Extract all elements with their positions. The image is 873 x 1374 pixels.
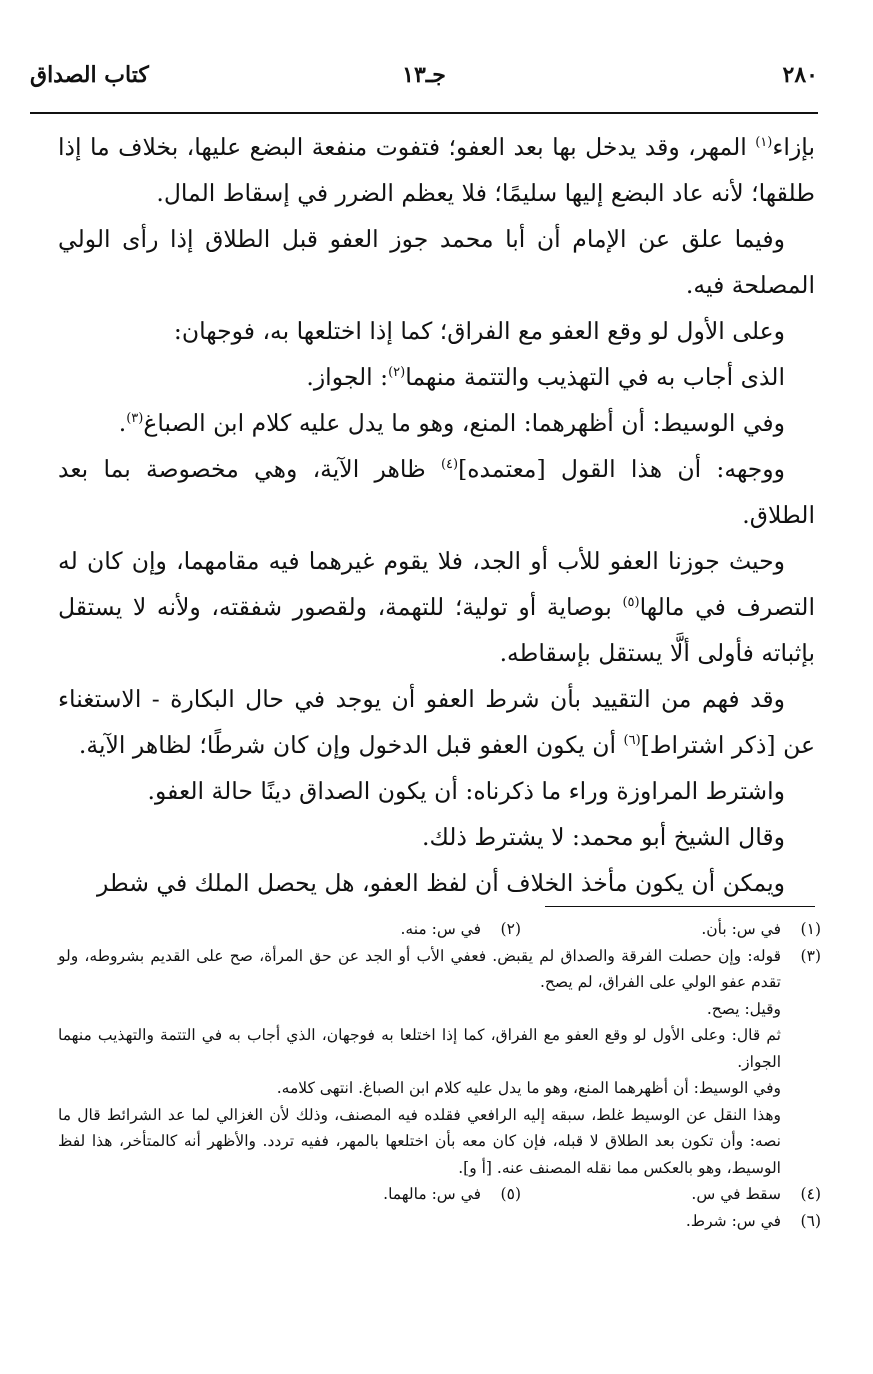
text-run: وقد فهم من التقييد بأن شرط العفو أن يوجد في حال البكارة - الاستغناء عن [ذكر اشتراط]	[58, 685, 815, 759]
footnote-text: سقط في س.	[691, 1185, 781, 1203]
paragraph: وفيما علق عن الإمام أن أبا محمد جوز العفو قبل الطلاق إذا رأى الولي المصلحة فيه.	[58, 225, 815, 299]
footnote-text: قوله: وإن حصلت الفرقة والصداق لم يقبض. فعفي الأب أو الجد عن حق المرأة، صح على القديم بشروطه، ولو تقدم عفو الولي على الفراق، لم يصح.	[58, 946, 781, 991]
paragraph	[58, 354, 815, 400]
footnote-ref: (٦)	[623, 733, 641, 749]
paragraph	[58, 676, 815, 768]
text-run: أن يكون العفو قبل الدخول وإن كان شرطًا؛ لظاهر الآية.	[78, 731, 624, 759]
footnote-6	[58, 1208, 821, 1235]
text-run: بإزاء	[772, 133, 815, 161]
footnote-5	[221, 1181, 521, 1208]
footnote-ref: (١)	[755, 135, 773, 151]
footnote-number: (٥)	[500, 1185, 521, 1203]
page-number: ٢٨٠	[782, 62, 818, 88]
footnote-separator	[545, 906, 815, 907]
paragraph	[58, 400, 815, 446]
footnote-text: في س: شرط.	[685, 1211, 781, 1230]
page-header	[30, 62, 818, 102]
footnote-3	[58, 943, 821, 996]
footnotes	[58, 916, 821, 1234]
footnote-2	[221, 916, 521, 943]
footnote-row	[58, 1181, 821, 1208]
paragraph: ويمكن أن يكون مأخذ الخلاف أن لفظ العفو، هل يحصل الملك في شطر	[96, 869, 785, 897]
footnote-3-line: وهذا النقل عن الوسيط غلط، سبقه إليه الرافعي فقلده فيه المصنف، وذلك لأن الغزالي لما عد الشرائط قال ما نصه: وأن تكون بعد الطلاق لا قبله، فإن كان معه بأن اختلعها بالمهر، ففيه تردد. والأظهر أنه كالمتأخر، هذا لفظ الوسيط، وهو بالعكس مما نقله المصنف عنه. [أ و].	[58, 1105, 781, 1177]
footnote-number: (٦)	[800, 1211, 821, 1230]
volume-label: جـ١٣	[402, 62, 446, 88]
footnote-4	[521, 1181, 821, 1208]
footnote-text: في س: بأن.	[701, 920, 781, 938]
footnote-number: (٣)	[800, 946, 821, 965]
text-run: بوصاية أو تولية؛ للتهمة، ولقصور شفقته، ولأنه لا يستقل بإثباته فأولى ألَّا يستقل بإسقاطه.	[58, 593, 815, 667]
header-rule	[30, 112, 818, 114]
footnote-3-line: وفي الوسيط: أن أظهرهما المنع، وهو ما يدل عليه كلام ابن الصباغ. انتهى كلامه.	[276, 1079, 781, 1097]
footnote-3-line: وقيل: يصح.	[706, 999, 781, 1018]
text-run: .	[118, 409, 127, 437]
text-run: وحيث جوزنا العفو للأب أو الجد، فلا يقوم غيرهما فيه مقامهما، وإن كان له التصرف في مالها	[58, 547, 815, 621]
footnote-number: (٢)	[500, 920, 521, 938]
paragraph: وقال الشيخ أبو محمد: لا يشترط ذلك.	[422, 823, 785, 851]
text-run: الذى أجاب به في التهذيب والتتمة منهما	[405, 363, 785, 391]
footnote-1	[521, 916, 821, 943]
text-run: وفي الوسيط: أن أظهرهما: المنع، وهو ما يدل عليه كلام ابن الصباغ	[143, 409, 785, 437]
footnote-ref: (٢)	[388, 365, 406, 381]
book-title: كتاب الصداق	[30, 62, 149, 88]
paragraph: واشترط المراوزة وراء ما ذكرناه: أن يكون الصداق دينًا حالة العفو.	[147, 777, 785, 805]
footnote-ref: (٥)	[622, 595, 640, 611]
text-run: المهر، وقد يدخل بها بعد العفو؛ فتفوت منفعة البضع عليها، بخلاف ما إذا طلقها؛ لأنه عاد البضع إليها سليمًا؛ فلا يعظم الضرر في إسقاط المال.	[58, 133, 815, 207]
footnote-row	[58, 916, 821, 943]
footnote-number: (١)	[800, 920, 821, 938]
paragraph: وعلى الأول لو وقع العفو مع الفراق؛ كما إذا اختلعها به، فوجهان:	[173, 317, 785, 345]
paragraph	[58, 124, 815, 216]
main-text	[58, 124, 815, 906]
footnote-3-line: ثم قال: وعلى الأول لو وقع العفو مع الفراق، كما إذا اختلعا به فوجهان، الذي أجاب به في التتمة والتهذيب منهما الجواز.	[58, 1026, 781, 1071]
text-run: : الجواز.	[306, 363, 389, 391]
paragraph	[58, 446, 815, 538]
text-run: ظاهر الآية، وهي مخصوصة بما بعد الطلاق.	[58, 455, 815, 529]
footnote-text: في س: منه.	[400, 920, 481, 938]
footnote-ref: (٤)	[440, 457, 459, 473]
footnote-number: (٤)	[800, 1185, 821, 1203]
text-run: ووجهه: أن هذا القول [معتمده]	[458, 455, 786, 483]
footnote-text: في س: مالهما.	[383, 1185, 481, 1203]
paragraph	[58, 538, 815, 676]
footnote-ref: (٣)	[126, 411, 144, 427]
